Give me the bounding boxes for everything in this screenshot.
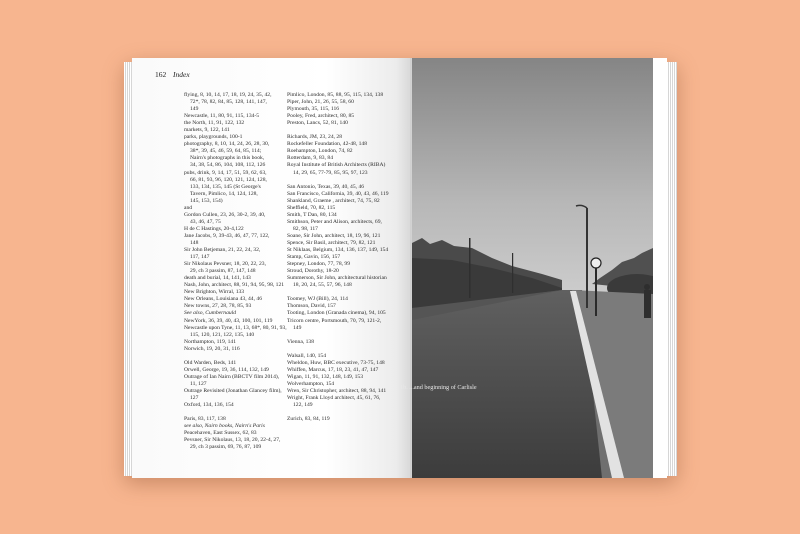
left-page (132, 58, 410, 478)
index-entry: Thomson, David, 157 (287, 303, 336, 310)
section-title: Index (173, 70, 190, 79)
index-entry: 149 (190, 106, 199, 113)
index-entry: Sheffield, 70, 82, 115 (287, 204, 336, 211)
index-entry: 38*, 39, 45, 46, 59, 64, 85, 114; (190, 148, 262, 155)
index-entry: Pooley, Fred, architect, 80, 85 (287, 113, 355, 120)
index-entry: 29, ch 3 passim, 69, 76, 87, 109 (190, 444, 262, 451)
index-entry: Nairn's photographs in this book, (190, 155, 265, 162)
index-entry: 66, 81, 93, 96, 120, 121, 124, 128, (190, 176, 267, 183)
index-entry: see also, Nairn books, Nairn's Paris (184, 423, 265, 430)
index-entry: Vienna, 138 (287, 338, 315, 345)
index-entry: Wren, Sir Christopher, architect, 88, 94, 141 (287, 387, 387, 394)
index-entry: Norwich, 19, 20, 31, 116 (184, 345, 240, 352)
index-entry: Wolverhampton, 154 (287, 380, 335, 387)
index-entry: NewYork, 36, 39, 40, 43, 100, 101, 119 (184, 317, 273, 324)
index-entry: New Orleans, Louisiana 43, 44, 46 (184, 296, 262, 303)
index-entry: Sir Nikolaus Pevsner, 18, 20, 22, 23, (184, 261, 266, 268)
photo-caption: 1b. ...and beginning of Carlisle (400, 384, 477, 391)
index-entry: Plymouth, 35, 115, 116 (287, 106, 340, 113)
index-entry: 115, 120, 121, 122, 135, 140 (190, 331, 255, 338)
index-entry: Paris, 83, 117, 138 (184, 416, 226, 423)
index-column-left (184, 92, 302, 451)
index-entry: H de C Hastings, 20-4,122 (184, 225, 244, 232)
index-entry: Smithson, Peter and Alison, architects, 69, (287, 218, 382, 225)
index-entry: Old Warden, Beds, 141 (184, 359, 237, 366)
index-entry: flying, 8, 10, 14, 17, 18, 19, 24, 35, 42, (184, 92, 272, 98)
index-entry: 72*, 78, 82, 84, 85, 128, 141, 147, (190, 99, 267, 106)
index-entry: Pimlico, London, 85, 88, 95, 115, 134, 138 (287, 92, 384, 98)
index-entry: 127 (190, 395, 199, 402)
index-entry: Summerson, Sir John, architectural historian (287, 275, 387, 282)
index-entry: 122, 149 (293, 402, 313, 409)
page-number: 162 (155, 70, 167, 79)
index-entry: Stepney, London, 77, 78, 99 (287, 261, 351, 268)
index-entry: St Niklaas, Belgium, 134, 136, 137, 149, 154 (287, 247, 389, 254)
index-entry: Roehampton, London, 74, 82 (287, 148, 353, 155)
street-photograph (412, 58, 653, 478)
index-entry: Preston, Lancs, 52, 81, 140 (287, 120, 348, 127)
index-entry: Richards, JM, 23, 24, 28 (287, 134, 343, 141)
index-entry: New Brighton, Wirral, 133 (184, 289, 245, 296)
index-entry: 117, 147 (190, 254, 210, 261)
index-entry: Rockefeller Foundation, 42-48, 148 (287, 141, 368, 148)
index-entry: Oxford, 134, 136, 154 (184, 402, 234, 409)
index-entry: Tricorn centre, Portsmouth, 70, 79, 121-2, (287, 317, 382, 324)
index-entry: Walsall, 140, 154 (287, 352, 327, 359)
index-spacer (287, 346, 417, 353)
street-photo-image (412, 58, 653, 478)
index-entry: parks, playgrounds, 100-1 (184, 134, 243, 141)
index-entry: markets, 9, 122, 141 (184, 127, 230, 134)
index-entry: New towns, 27, 28, 78, 85, 93 (184, 303, 252, 310)
index-entry: Nash, John, architect, 88, 91, 94, 95, 98, 121 (184, 282, 285, 289)
index-entry: Wigan, 11, 91, 132, 148, 149, 153 (287, 373, 364, 380)
index-entry: and (184, 204, 193, 211)
index-spacer (287, 127, 417, 134)
index-entry: Sir John Betjeman, 21, 22, 24, 32, (184, 247, 261, 254)
index-spacer (287, 177, 417, 184)
index-entry: Stroud, Dorothy, 18-20 (287, 268, 339, 275)
index-entry: Piper, John, 21, 26, 55, 58, 60 (287, 99, 354, 106)
index-entry: Stamp, Gavin, 156, 157 (287, 254, 341, 261)
index-entry: Jane Jacobs, 9, 39-43, 46, 47, 77, 122, (184, 232, 270, 239)
index-entry: Tavern, Pimlico, 14, 124, 128, (190, 190, 258, 197)
index-entry: 11, 127 (190, 380, 207, 387)
index-entry: Wright, Frank Lloyd architect, 45, 61, 76, (287, 395, 381, 402)
open-book (124, 58, 677, 478)
index-entry: 14, 29, 65, 77-79, 85, 95, 97, 123 (293, 169, 368, 176)
index-entry: Zurich, 83, 84, 119 (287, 416, 330, 423)
index-entry: Shankland, Graeme , architect, 74, 75, 82 (287, 197, 380, 204)
index-entry: Newcastle, 11, 80, 91, 115, 134-5 (184, 113, 260, 120)
index-spacer (184, 409, 302, 416)
page-header (155, 70, 190, 79)
index-entry: Toomey, WJ (Bill), 24, 114 (287, 296, 348, 303)
index-entry: Wheldon, Huw, BBC executive, 73-75, 148 (287, 359, 385, 366)
index-entry: San Antonio, Texas, 39, 40, 45, 46 (287, 183, 365, 190)
page-edges-right (667, 62, 677, 476)
index-entry: 133, 134, 135, 145 (St George's (190, 183, 261, 190)
index-entry: the North, 11, 91, 122, 132 (184, 120, 245, 127)
index-entry: 34, 38, 54, 86, 104, 108, 112, 126 (190, 162, 266, 169)
index-entry: Smith, T Dan, 80, 134 (287, 211, 337, 218)
index-column-right (287, 92, 417, 423)
index-entry: 43, 46, 47, 75 (190, 218, 221, 225)
index-entry: Tooting, London (Granada cinema), 94, 105 (287, 310, 386, 317)
index-entry: 148 (190, 239, 199, 246)
index-entry: Soane, Sir John, architect, 18, 19, 96, 121 (287, 232, 381, 239)
index-entry: 29, ch 3 passim, 87, 147, 148 (190, 268, 256, 275)
index-entry: pubs, drink, 9, 14, 17, 51, 59, 62, 63, (184, 169, 267, 176)
index-entry: Royal Institute of British Architects (RIBA) (287, 162, 386, 169)
index-entry: Outrage Revisited (Jonathan Glancey film), (184, 387, 282, 394)
index-spacer (184, 353, 302, 360)
index-entry: Newcastle upon Tyne, 11, 13, 68*, 80, 91, 93, (184, 324, 287, 331)
index-entry: Peacehaven, East Sussex, 62, 83 (184, 430, 257, 437)
index-spacer (287, 332, 417, 339)
index-entry: 145, 153, 154) (190, 197, 223, 204)
index-entry: 149 (293, 324, 302, 331)
index-entry: Whiffen, Marcus, 17, 18, 23, 41, 47, 147 (287, 366, 379, 373)
index-entry: 82, 98, 117 (293, 225, 318, 232)
index-entry: See also, Cumbernauld (184, 310, 237, 317)
index-entry: Pevsner, Sir Nikolaus, 13, 18, 20, 22-4, 27, (184, 437, 281, 444)
index-entry: San Francisco, California, 39, 40, 43, 46, 119 (287, 190, 389, 197)
index-entry: 18, 20, 24, 55, 57, 96, 148 (293, 282, 352, 289)
index-entry: death and burial, 14, 141, 143 (184, 275, 251, 282)
index-entry: Northampton, 119, 141 (184, 338, 236, 345)
index-spacer (287, 409, 417, 416)
index-entry: Orwell, George, 19, 36, 114, 132, 149 (184, 366, 269, 373)
index-entry: Rotterdam, 9, 83, 84 (287, 155, 333, 162)
index-entry: Spence, Sir Basil, architect, 79, 82, 121 (287, 239, 376, 246)
index-entry: photography, 8, 10, 14, 24, 26, 28, 30, (184, 141, 270, 148)
index-entry: Gordon Cullen, 23, 26, 30-2, 39, 40, (184, 211, 266, 218)
index-entry: Outrage of Ian Nairn (BBCTV film 2014), (184, 373, 280, 380)
